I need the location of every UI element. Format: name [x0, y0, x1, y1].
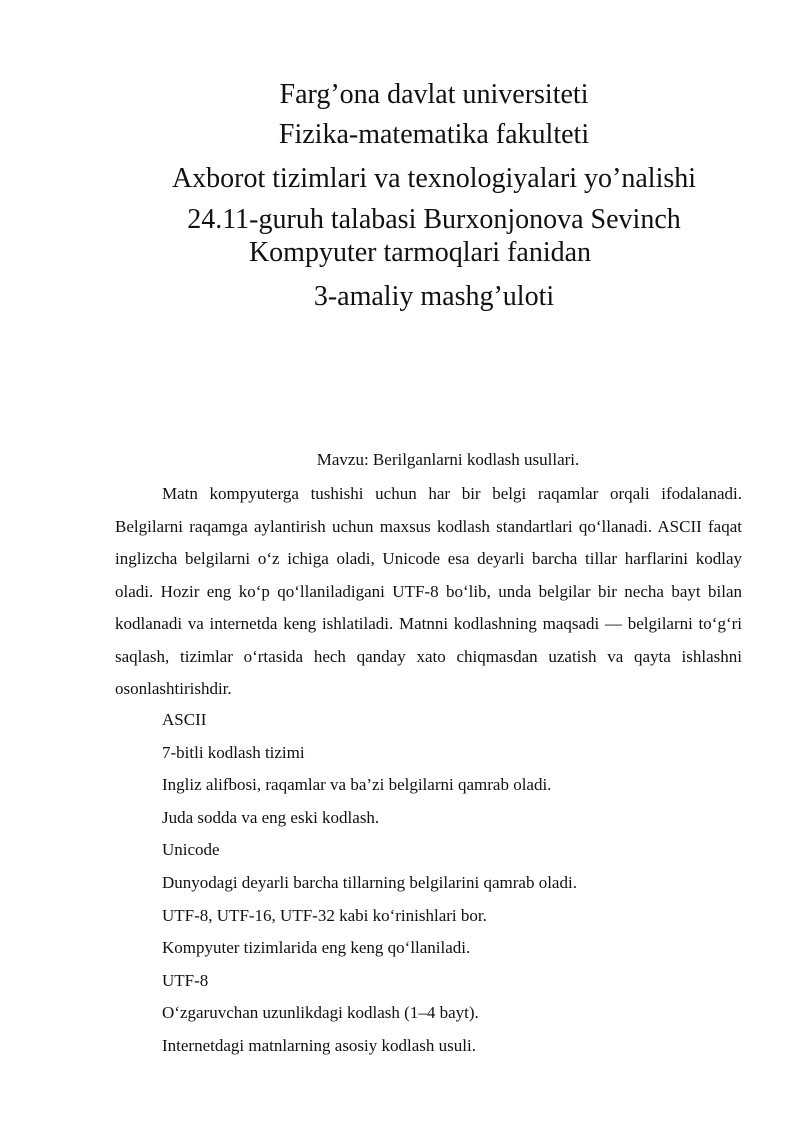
- university-name: Farg’ona davlat universiteti: [279, 79, 589, 110]
- topic-line: Mavzu: Berilganlarni kodlash usullari.: [316, 450, 580, 469]
- list-item: Unicode: [162, 840, 220, 860]
- list-item: 7-bitli kodlash tizimi: [162, 742, 305, 762]
- list-item: Ingliz alifbosi, raqamlar va ba’zi belgilarni qamrab oladi.: [162, 775, 552, 795]
- course-name: Kompyuter tarmoqlari fanidan: [248, 237, 592, 268]
- list-item: Juda sodda va eng eski kodlash.: [162, 807, 380, 827]
- list-item: Kompyuter tizimlarida eng keng qo‘llaniladi.: [162, 938, 471, 958]
- list-item: Internetdagi matnlarning asosiy kodlash usuli.: [162, 1035, 476, 1055]
- encoding-list: [162, 704, 577, 1063]
- list-item: ASCII: [162, 710, 207, 729]
- list-item: O‘zgaruvchan uzunlikdagi kodlash (1–4 bayt).: [162, 1003, 479, 1023]
- faculty-name: Fizika-matematika fakulteti: [278, 119, 590, 150]
- program-name: Axborot tizimlari va texnologiyalari yo’nalishi: [171, 163, 697, 194]
- body-paragraph: Matn kompyuterga tushishi uchun har bir belgi raqamlar orqali ifodalanadi. Belgilarni raqamga aylantirish uchun maxsus kodlash standartlari qo‘llanadi. ASCII faqat inglizcha belgilarni o‘z ichiga oladi, Unicode esa deyarli barcha tillar harflarini kodlay oladi. Hozir eng ko‘p qo‘llaniladigani UTF-8 bo‘lib, unda belgilar bir necha bayt bilan kodlanadi va internetda keng ishlatiladi. Matnni kodlashning maqsadi — belgilarni to‘g‘ri saqlash, tizimlar o‘rtasida hech qanday xato chiqmasdan uzatish va qayta ishlashni osonlashtirishdir.: [115, 484, 742, 698]
- list-item: Dunyodagi deyarli barcha tillarning belgilarini qamrab oladi.: [162, 872, 577, 892]
- list-item: UTF-8, UTF-16, UTF-32 kabi ko‘rinishlari bor.: [162, 905, 487, 925]
- list-item: UTF-8: [162, 970, 209, 990]
- assignment-title: 3-amaliy mashg’uloti: [313, 281, 555, 312]
- student-info: 24.11-guruh talabasi Burxonjonova Sevinch: [187, 204, 681, 235]
